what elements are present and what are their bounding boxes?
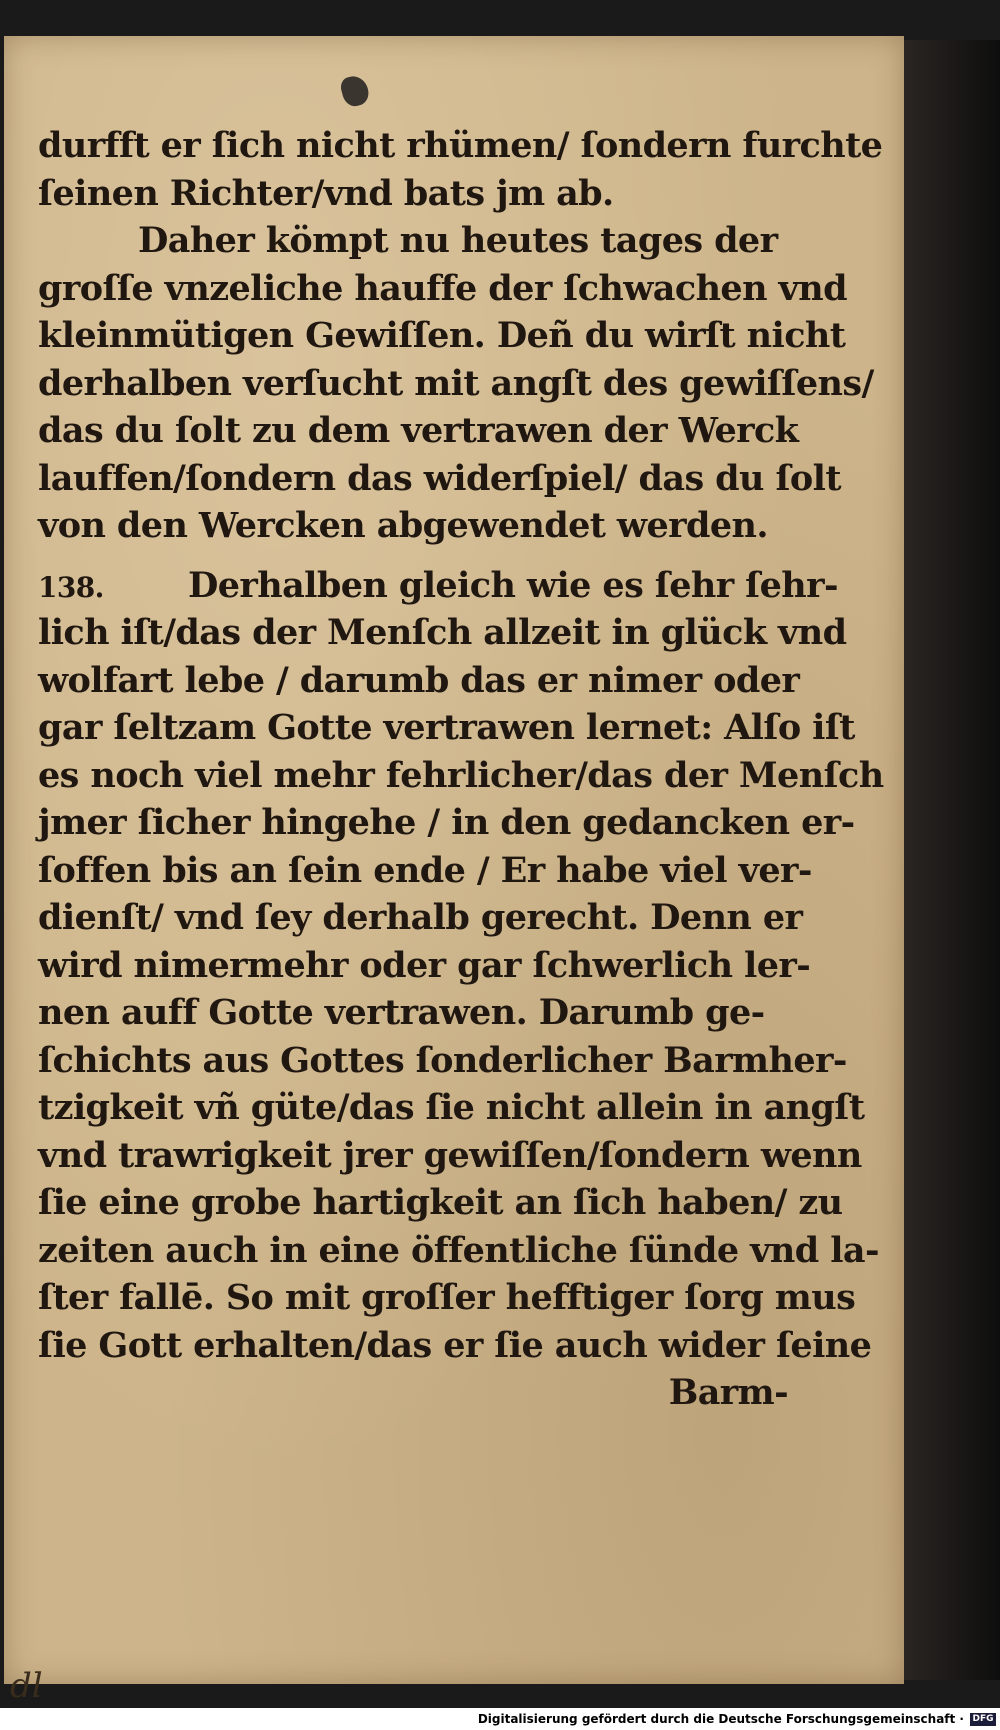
text-line: Daher kömpt nu heutes tages der xyxy=(138,220,778,261)
text-line: dienſt/ vnd ſey derhalb gerecht. Denn er xyxy=(38,897,803,938)
dfg-logo-icon: DFG xyxy=(970,1713,996,1726)
text-line: lich iſt/das der Menſch allzeit in glück vnd xyxy=(38,612,847,653)
page-gutter xyxy=(904,40,1000,1680)
margin-mark: dl xyxy=(10,1666,43,1706)
text-line: ſie eine grobe hartigkeit an ſich haben/ zu xyxy=(38,1182,843,1223)
text-line: lauffen/ſondern das widerſpiel/ das du ſolt xyxy=(38,457,841,499)
text-line: jmer ſicher hingehe / in den gedancken er- xyxy=(38,802,855,843)
text-line: es noch viel mehr fehrlicher/das der Menſch xyxy=(38,754,884,796)
section-first-line: Derhalben gleich wie es ſehr ſehr- xyxy=(188,564,838,606)
text-line: ſter fallē. So mit groſſer hefftiger ſorg mus xyxy=(38,1277,856,1318)
text-line: groſſe vnzeliche hauffe der ſchwachen vnd xyxy=(38,267,847,309)
text-line: gar ſeltzam Gotte vertrawen lernet: Alſo iſt xyxy=(38,707,855,748)
top-lines xyxy=(38,122,883,217)
paragraph-2 xyxy=(38,562,884,1417)
text-line: vnd trawrigkeit jrer gewiſſen/ſondern wenn xyxy=(38,1134,862,1176)
text-line: ſchichts aus Gottes ſonderlicher Barmher- xyxy=(38,1039,847,1081)
text-line: zeiten auch in eine öffentliche ſünde vnd la- xyxy=(38,1229,879,1271)
catchword: Barm- xyxy=(668,1372,788,1413)
text-line: ſie Gott erhalten/das er ſie auch wider ſeine xyxy=(38,1324,872,1366)
text-line: wolfart lebe / darumb das er nimer oder xyxy=(38,659,800,701)
text-line: durfft er ſich nicht rhümen/ ſondern furchte xyxy=(38,125,883,166)
page-text xyxy=(38,122,884,1417)
footer-credit: Digitalisierung gefördert durch die Deutsche Forschungsgemeinschaft · xyxy=(477,1712,964,1726)
text-line: tzigkeit vñ güte/das ſie nicht allein in angſt xyxy=(38,1087,865,1128)
paragraph-1 xyxy=(38,217,874,550)
text-line xyxy=(38,562,838,610)
text-line: ſeinen Richter/vnd bats jm ab. xyxy=(38,172,614,214)
digitization-footer xyxy=(0,1708,1000,1730)
text-line: das du ſolt zu dem vertrawen der Werck xyxy=(38,410,799,451)
text-line: nen auff Gotte vertrawen. Darumb ge- xyxy=(38,992,765,1033)
text-line: ſoffen bis an ſein ende / Er habe viel ver- xyxy=(38,849,812,891)
text-line: wird nimermehr oder gar ſchwerlich ler- xyxy=(38,944,811,986)
text-line: kleinmütigen Gewiſſen. Deñ du wirſt nicht xyxy=(38,315,846,356)
text-line: von den Wercken abgewendet werden. xyxy=(38,505,768,546)
text-line: derhalben verſucht mit angſt des gewiſſens/ xyxy=(38,362,874,404)
ink-smudge xyxy=(339,73,372,109)
section-number: 138. xyxy=(38,570,104,604)
